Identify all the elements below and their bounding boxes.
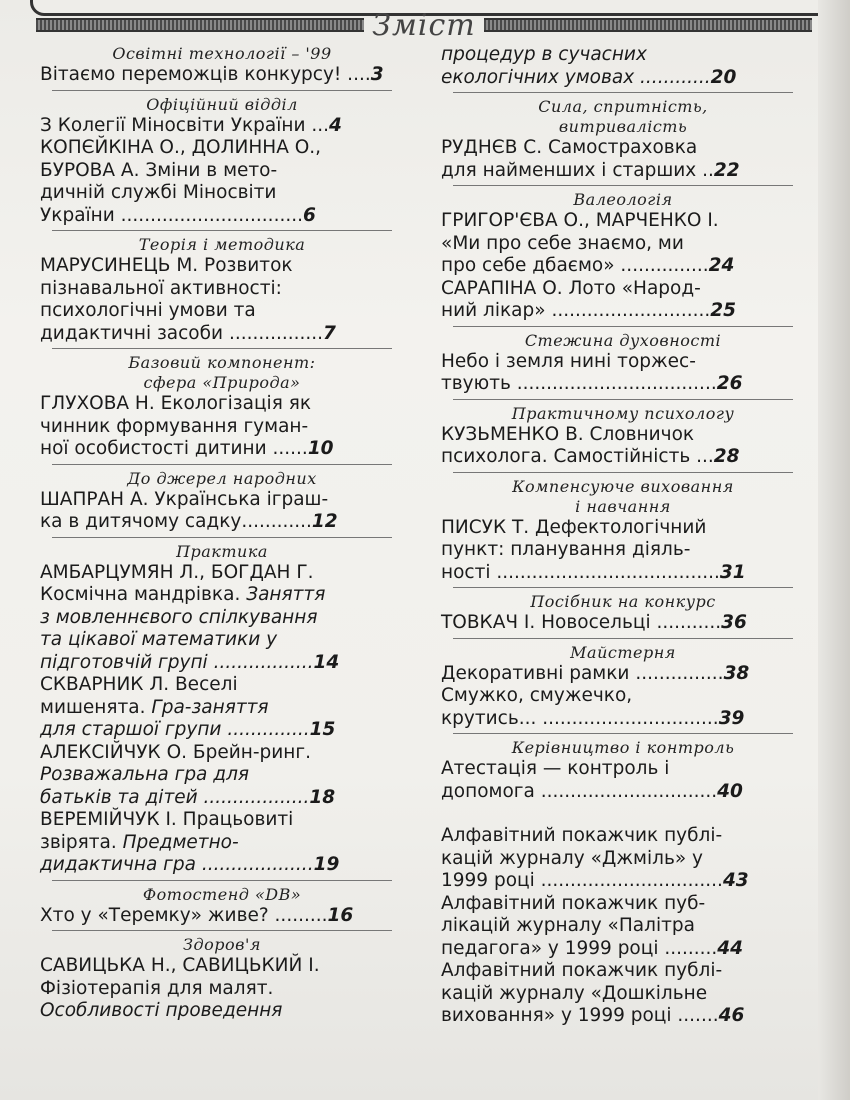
left-column [40,44,404,1023]
toc-entry: САВИЦЬКА Н., САВИЦЬКИЙ І. Фізіотерапія для малят. Особливості проведення [40,955,320,1021]
toc-entry: Небо і земля нині торжес- твують ..................................26 [441,350,743,394]
page-number: 4 [329,114,342,136]
section-divider [453,733,793,734]
section-title: Практичному психологу [511,403,735,423]
section-divider [52,880,392,881]
section-divider [453,92,793,93]
page-number: 20 [710,66,737,88]
toc-entry: Алфавітний покажчик публі- кацій журналу «Дошкільне виховання» у 1999 році .......46 [441,960,745,1026]
toc-entry: Вітаємо переможців конкурсу! ....3 [40,64,384,85]
toc-entry: АМБАРЦУМЯН Л., БОГДАН Г. Космічна мандрівка. Заняття з мовленнєвого спілкування та цікавої математики у підготовчій групі .................14 [40,561,340,673]
toc-entry: ШАПРАН А. Українська іграш- ка в дитячому садку............12 [40,488,338,532]
section-divider [52,230,392,231]
page-number: 19 [313,854,340,875]
toc-entry: З Колегії Міносвіти України ...4 [40,114,342,136]
page-number: 25 [710,300,736,321]
toc-entry: СКВАРНИК Л. Веселі мишенята. Гра-заняття для старшої групи ..............15 [40,674,336,740]
section-divider [453,587,793,588]
section-divider [52,464,392,465]
toc-entry: Алфавітний покажчик пуб- лікацій журналу «Палітра педагога» у 1999 році .........44 [441,892,744,959]
page-number: 18 [309,786,336,808]
toc-entry: Хто у «Теремку» живе? .........16 [40,904,354,926]
page-number: 31 [719,561,746,583]
page-edge [818,0,850,1100]
toc-entry: Атестація — контроль і допомога ..............................40 [441,758,743,802]
toc-entry: ПИСУК Т. Дефектологічний пункт: планування діяль- ності ......................................31 [441,516,746,583]
page-number: 6 [302,204,316,226]
page-number: 46 [718,1005,745,1026]
page-number: 39 [718,707,745,729]
toc-entry: Декоративні рамки ...............38 [441,662,750,684]
section-divider [52,930,392,931]
heading-bar-left [36,18,364,32]
contents-heading: Зміст [372,7,476,43]
section-divider [52,537,392,538]
section-divider [453,326,793,327]
toc-entry: ТОВКАЧ І. Новосельці ...........36 [441,612,747,633]
section-title: сфера «Природа» [143,373,301,392]
section-title: Теорія і методика [138,235,306,254]
section-title: Здоров'я [183,935,261,954]
toc-entry: ГРИГОР'ЄВА О., МАРЧЕНКО І. «Ми про себе знаємо, ми про себе дбаємо» ...............24 [441,210,735,276]
section-title: Сила, спритність, [538,97,708,116]
section-title: Практика [176,541,268,561]
page-number: 26 [716,373,743,394]
page-number: 12 [311,511,338,532]
section-title: Валеологія [573,190,673,209]
heading-bar-right [484,18,812,32]
right-column [441,44,805,1028]
section-title: Освітні технології – '99 [112,44,332,63]
page-number: 10 [307,438,334,459]
toc-entry: САРАПІНА О. Лото «Народ- ний лікар» ...........................25 [441,277,736,321]
section-title: Керівництво і контроль [511,738,735,757]
toc-entry: КУЗЬМЕНКО В. Словничок психолога. Самостійність ...28 [441,423,740,467]
toc-entry: МАРУСИНЕЦЬ М. Розвиток пізнавальної активності: психологічні умови та дидактичні засоби ................7 [40,255,336,344]
page-number: 43 [722,870,749,891]
page-number: 28 [713,446,740,467]
page-number: 14 [313,651,340,673]
toc-entry: ВЕРЕМІЙЧУК І. Працьовиті звірята. Предметно- дидактична гра ...................19 [40,809,340,875]
section-divider [453,399,793,400]
section-title: Компенсуюче виховання [512,476,734,496]
section-divider [453,638,793,639]
page-number: 38 [723,662,750,684]
section-divider [52,348,392,349]
toc-entry: РУДНЄВ С. Самостраховка для найменших і старших ..22 [441,137,740,181]
toc-entry: КОПЄЙКІНА О., ДОЛИННА О., БУРОВА А. Зміни в мето- дичній службі Міносвіти України ...............................6 [40,137,322,226]
contents-heading-row [36,8,812,42]
spacer [441,803,805,825]
section-title: Стежина духовності [524,330,722,350]
section-divider [453,472,793,473]
toc-entry: ГЛУХОВА Н. Екологізація як чинник формування гуман- ної особистості дитини ......10 [40,393,334,459]
toc-entry: процедур в сучасних екологічних умовах ............20 [441,44,737,88]
toc-entry: Смужко, смужечко, крутись... ..............................39 [441,685,745,729]
section-title: і навчання [575,496,671,516]
section-title: Фотостенд «DB» [142,884,302,904]
page-number: 36 [721,612,747,633]
page-number: 16 [327,904,354,926]
section-title: Офіційний відділ [146,94,298,114]
page-number: 24 [708,255,735,276]
section-divider [52,90,392,91]
page-number: 44 [717,937,744,959]
page-number: 40 [717,780,743,802]
section-title: витривалість [558,117,688,136]
toc-entry: АЛЕКСІЙЧУК О. Брейн-ринг. Розважальна гра для батьків та дітей ..................18 [40,741,336,808]
page-number: 15 [309,719,336,740]
page-number: 3 [370,64,384,85]
section-title: Базовий компонент: [128,353,316,372]
page-number: 22 [713,159,740,181]
page-number: 7 [323,322,336,344]
section-title: До джерел народних [127,468,317,488]
toc-entry: Алфавітний покажчик публі- кацій журналу «Джміль» у 1999 році ...............................43 [441,825,749,891]
section-title: Майстерня [570,642,676,662]
section-divider [453,185,793,186]
section-title: Посібник на конкурс [530,592,716,611]
